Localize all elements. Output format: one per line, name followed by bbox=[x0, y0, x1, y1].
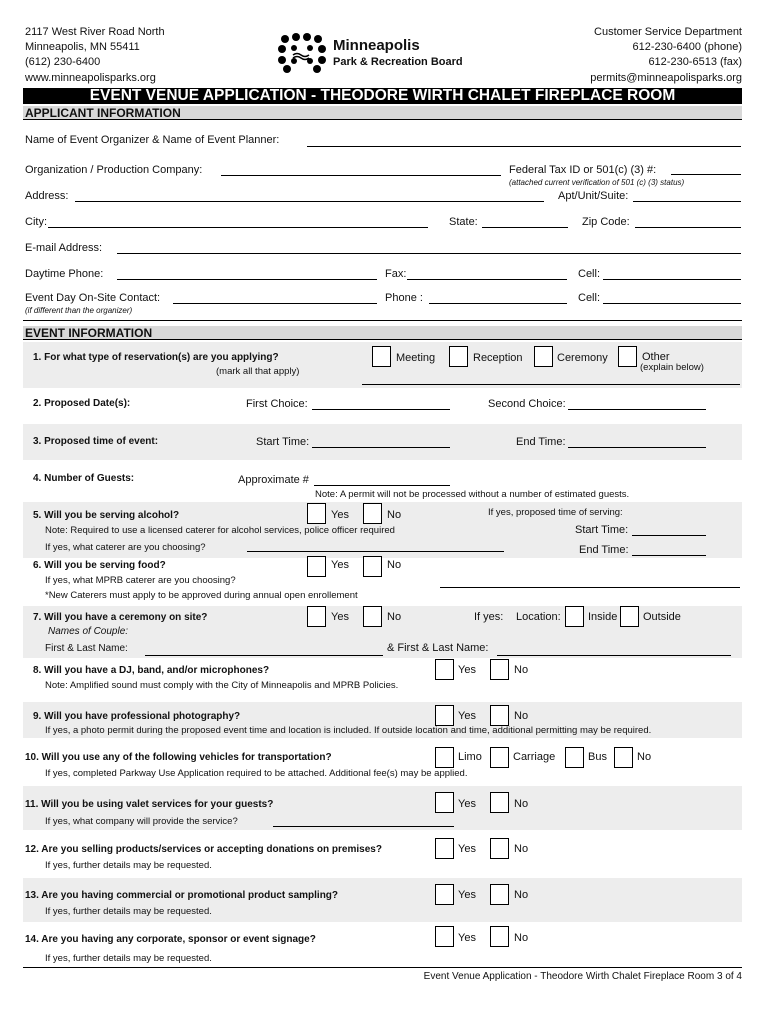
q14-no-checkbox[interactable] bbox=[490, 926, 509, 947]
q5-yes-label: Yes bbox=[331, 509, 349, 521]
q9-no-checkbox[interactable] bbox=[490, 705, 509, 726]
q10-carriage-label: Carriage bbox=[513, 751, 556, 763]
city-field[interactable] bbox=[48, 227, 428, 228]
q8-note: Note: Amplified sound must comply with the City of Minneapolis and MPRB Policies. bbox=[45, 680, 399, 691]
second-choice-label: Second Choice: bbox=[488, 398, 566, 410]
organization-label: Organization / Production Company: bbox=[25, 164, 203, 176]
first-choice-label: First Choice: bbox=[246, 398, 308, 410]
q4-note: Note: A permit will not be processed without a number of estimated guests. bbox=[315, 489, 630, 500]
q7-yes-checkbox[interactable] bbox=[307, 606, 326, 627]
q5-caterer-field[interactable] bbox=[247, 551, 504, 552]
q13-yes-checkbox[interactable] bbox=[435, 884, 454, 905]
onsite-phone-field[interactable] bbox=[429, 303, 567, 304]
q9-label: 9. Will you have professional photography? bbox=[33, 711, 241, 722]
q12-yes-checkbox[interactable] bbox=[435, 838, 454, 859]
onsite-contact-note: (if different than the organizer) bbox=[25, 306, 133, 315]
cell-field[interactable] bbox=[603, 279, 741, 280]
q7-no-label: No bbox=[387, 611, 402, 623]
q10-bus-checkbox[interactable] bbox=[565, 747, 584, 768]
email-field[interactable] bbox=[117, 253, 741, 254]
q7-outside-checkbox[interactable] bbox=[620, 606, 639, 627]
q10-limo-label: Limo bbox=[458, 751, 482, 763]
city-label: City: bbox=[25, 216, 47, 228]
org-name: Minneapolis bbox=[333, 37, 420, 54]
q7-names-label: Names of Couple: bbox=[48, 626, 129, 637]
onsite-cell-label: Cell: bbox=[578, 292, 601, 304]
q6-yes-checkbox[interactable] bbox=[307, 556, 326, 577]
q1-other-note: (explain below) bbox=[640, 362, 704, 373]
q5-note: Note: Required to use a licensed caterer for alcohol services, police officer required bbox=[45, 525, 395, 536]
fax-field[interactable] bbox=[407, 279, 567, 280]
guests-field[interactable] bbox=[314, 485, 450, 486]
q1-other-label: Other bbox=[642, 351, 670, 363]
tax-id-note: (attached current verification of 501 (c) (3) status) bbox=[509, 178, 685, 187]
website-link[interactable]: www.minneapolisparks.org bbox=[25, 72, 156, 84]
q8-label: 8. Will you have a DJ, band, and/or microphones? bbox=[33, 665, 270, 676]
q5-end-label: End Time: bbox=[579, 544, 629, 556]
address-line-3: (612) 230-6400 bbox=[25, 56, 101, 68]
state-label: State: bbox=[449, 216, 478, 228]
mprb-logo-icon bbox=[276, 33, 328, 73]
onsite-contact-label: Event Day On-Site Contact: bbox=[25, 292, 161, 304]
q9-yes-label: Yes bbox=[458, 710, 476, 722]
q8-no-checkbox[interactable] bbox=[490, 659, 509, 680]
applicant-section-header: APPLICANT INFORMATION bbox=[23, 106, 742, 120]
q13-label: 13. Are you having commercial or promotional product sampling? bbox=[25, 890, 339, 901]
q1-reception-checkbox[interactable] bbox=[449, 346, 468, 367]
q10-no-label: No bbox=[637, 751, 652, 763]
q6-no-checkbox[interactable] bbox=[363, 556, 382, 577]
q7-ifyes-label: If yes: bbox=[474, 611, 504, 623]
q2-label: 2. Proposed Date(s): bbox=[33, 398, 131, 409]
q14-no-label: No bbox=[514, 932, 529, 944]
contact-dept: Customer Service Department bbox=[594, 26, 742, 38]
onsite-contact-field[interactable] bbox=[173, 303, 377, 304]
q7-inside-label: Inside bbox=[588, 611, 618, 623]
q3-label: 3. Proposed time of event: bbox=[33, 436, 159, 447]
q1-note: (mark all that apply) bbox=[216, 366, 300, 377]
q5-no-label: No bbox=[387, 509, 402, 521]
tax-id-label: Federal Tax ID or 501(c) (3) #: bbox=[509, 164, 657, 176]
fax-label: Fax: bbox=[385, 268, 407, 280]
q9-no-label: No bbox=[514, 710, 529, 722]
q10-note: If yes, completed Parkway Use Application required to be attached. Additional fee(s) may be applied. bbox=[45, 768, 468, 779]
q5-serving-label: If yes, proposed time of serving: bbox=[488, 507, 623, 518]
q6-label: 6. Will you be serving food? bbox=[33, 560, 166, 571]
q7-name1-label: First & Last Name: bbox=[45, 643, 128, 654]
email-label: E-mail Address: bbox=[25, 242, 103, 254]
apt-field[interactable] bbox=[633, 201, 741, 202]
cell-label: Cell: bbox=[578, 268, 601, 280]
q12-yes-label: Yes bbox=[458, 843, 476, 855]
q10-limo-checkbox[interactable] bbox=[435, 747, 454, 768]
state-field[interactable] bbox=[482, 227, 568, 228]
address-label: Address: bbox=[25, 190, 69, 202]
page-footer: Event Venue Application - Theodore Wirth Chalet Fireplace Room 3 of 4 bbox=[423, 971, 742, 982]
q10-label: 10. Will you use any of the following vehicles for transportation? bbox=[25, 752, 332, 763]
q11-label: 11. Will you be using valet services for your guests? bbox=[25, 799, 274, 810]
q13-note: If yes, further details may be requested. bbox=[45, 906, 212, 917]
q4-label: 4. Number of Guests: bbox=[33, 473, 135, 484]
q8-yes-label: Yes bbox=[458, 664, 476, 676]
q13-yes-label: Yes bbox=[458, 889, 476, 901]
q6-no-label: No bbox=[387, 559, 402, 571]
q5-start-field[interactable] bbox=[632, 535, 706, 536]
onsite-phone-label: Phone : bbox=[385, 292, 423, 304]
start-time-label: Start Time: bbox=[256, 436, 310, 448]
q7-yes-label: Yes bbox=[331, 611, 349, 623]
q14-label: 14. Are you having any corporate, sponsor or event signage? bbox=[25, 934, 316, 945]
address-line-2: Minneapolis, MN 55411 bbox=[25, 41, 140, 53]
q7-name2-label: & First & Last Name: bbox=[387, 642, 489, 654]
q5-caterer-label: If yes, what caterer are you choosing? bbox=[45, 542, 206, 553]
zip-field[interactable] bbox=[635, 227, 741, 228]
q5-yes-checkbox[interactable] bbox=[307, 503, 326, 524]
q10-carriage-checkbox[interactable] bbox=[490, 747, 509, 768]
q7-name2-field[interactable] bbox=[497, 655, 731, 656]
q11-company-field[interactable] bbox=[273, 826, 454, 827]
event-section-header: EVENT INFORMATION bbox=[23, 326, 742, 340]
q11-no-label: No bbox=[514, 798, 529, 810]
contact-phone: 612-230-6400 (phone) bbox=[632, 41, 742, 53]
q7-name1-field[interactable] bbox=[145, 655, 383, 656]
q6-caterer-label: If yes, what MPRB caterer are you choosing? bbox=[45, 575, 236, 586]
q7-label: 7. Will you have a ceremony on site? bbox=[33, 612, 208, 623]
q11-yes-label: Yes bbox=[458, 798, 476, 810]
q6-caterer-field[interactable] bbox=[440, 587, 740, 588]
q11-yes-checkbox[interactable] bbox=[435, 792, 454, 813]
q7-location-label: Location: bbox=[516, 611, 561, 623]
q10-bus-label: Bus bbox=[588, 751, 607, 763]
q1-meeting-checkbox[interactable] bbox=[372, 346, 391, 367]
address-field[interactable] bbox=[75, 201, 544, 202]
zip-label: Zip Code: bbox=[582, 216, 630, 228]
approximate-label: Approximate # bbox=[238, 474, 309, 486]
q9-yes-checkbox[interactable] bbox=[435, 705, 454, 726]
q14-yes-checkbox[interactable] bbox=[435, 926, 454, 947]
q1-other-field[interactable] bbox=[362, 384, 740, 385]
end-time-field[interactable] bbox=[568, 447, 706, 448]
second-choice-field[interactable] bbox=[568, 409, 706, 410]
q14-yes-label: Yes bbox=[458, 932, 476, 944]
q5-end-field[interactable] bbox=[632, 555, 706, 556]
q13-no-label: No bbox=[514, 889, 529, 901]
q6-yes-label: Yes bbox=[331, 559, 349, 571]
contact-email-link[interactable]: permits@minneapolisparks.org bbox=[590, 72, 742, 84]
organizer-label: Name of Event Organizer & Name of Event Planner: bbox=[25, 134, 280, 146]
q5-no-checkbox[interactable] bbox=[363, 503, 382, 524]
daytime-phone-field[interactable] bbox=[117, 279, 377, 280]
first-choice-field[interactable] bbox=[312, 409, 450, 410]
onsite-cell-field[interactable] bbox=[603, 303, 741, 304]
q14-note: If yes, further details may be requested. bbox=[45, 953, 212, 964]
q7-inside-checkbox[interactable] bbox=[565, 606, 584, 627]
q1-ceremony-checkbox[interactable] bbox=[534, 346, 553, 367]
form-title: EVENT VENUE APPLICATION - THEODORE WIRTH CHALET FIREPLACE ROOM bbox=[23, 88, 742, 104]
q1-meeting-label: Meeting bbox=[396, 352, 436, 364]
q9-note: If yes, a photo permit during the proposed event time and location is included. If outside location and time, additional permitting may be required. bbox=[45, 725, 652, 736]
q12-note: If yes, further details may be requested. bbox=[45, 860, 212, 871]
address-line-1: 2117 West River Road North bbox=[25, 26, 165, 38]
q12-no-checkbox[interactable] bbox=[490, 838, 509, 859]
contact-fax: 612-230-6513 (fax) bbox=[648, 56, 742, 68]
q1-ceremony-label: Ceremony bbox=[557, 352, 608, 364]
q1-label: 1. For what type of reservation(s) are you applying? bbox=[33, 352, 279, 363]
daytime-phone-label: Daytime Phone: bbox=[25, 268, 104, 280]
q13-no-checkbox[interactable] bbox=[490, 884, 509, 905]
q10-no-checkbox[interactable] bbox=[614, 747, 633, 768]
organizer-field[interactable] bbox=[307, 146, 741, 147]
q7-no-checkbox[interactable] bbox=[363, 606, 382, 627]
q11-no-checkbox[interactable] bbox=[490, 792, 509, 813]
start-time-field[interactable] bbox=[312, 447, 450, 448]
q8-yes-checkbox[interactable] bbox=[435, 659, 454, 680]
q1-other-checkbox[interactable] bbox=[618, 346, 637, 367]
q11-note: If yes, what company will provide the service? bbox=[45, 816, 238, 827]
q5-start-label: Start Time: bbox=[575, 524, 629, 536]
q8-no-label: No bbox=[514, 664, 529, 676]
q1-reception-label: Reception bbox=[473, 352, 523, 364]
end-time-label: End Time: bbox=[516, 436, 566, 448]
q12-no-label: No bbox=[514, 843, 529, 855]
q6-note: *New Caterers must apply to be approved during annual open enrollement bbox=[45, 590, 358, 601]
tax-id-field[interactable] bbox=[671, 174, 741, 175]
org-subname: Park & Recreation Board bbox=[333, 56, 463, 68]
organization-field[interactable] bbox=[221, 175, 501, 176]
apt-label: Apt/Unit/Suite: bbox=[558, 190, 629, 202]
q5-label: 5. Will you be serving alcohol? bbox=[33, 510, 180, 521]
q12-label: 12. Are you selling products/services or accepting donations on premises? bbox=[25, 844, 382, 855]
q7-outside-label: Outside bbox=[643, 611, 681, 623]
